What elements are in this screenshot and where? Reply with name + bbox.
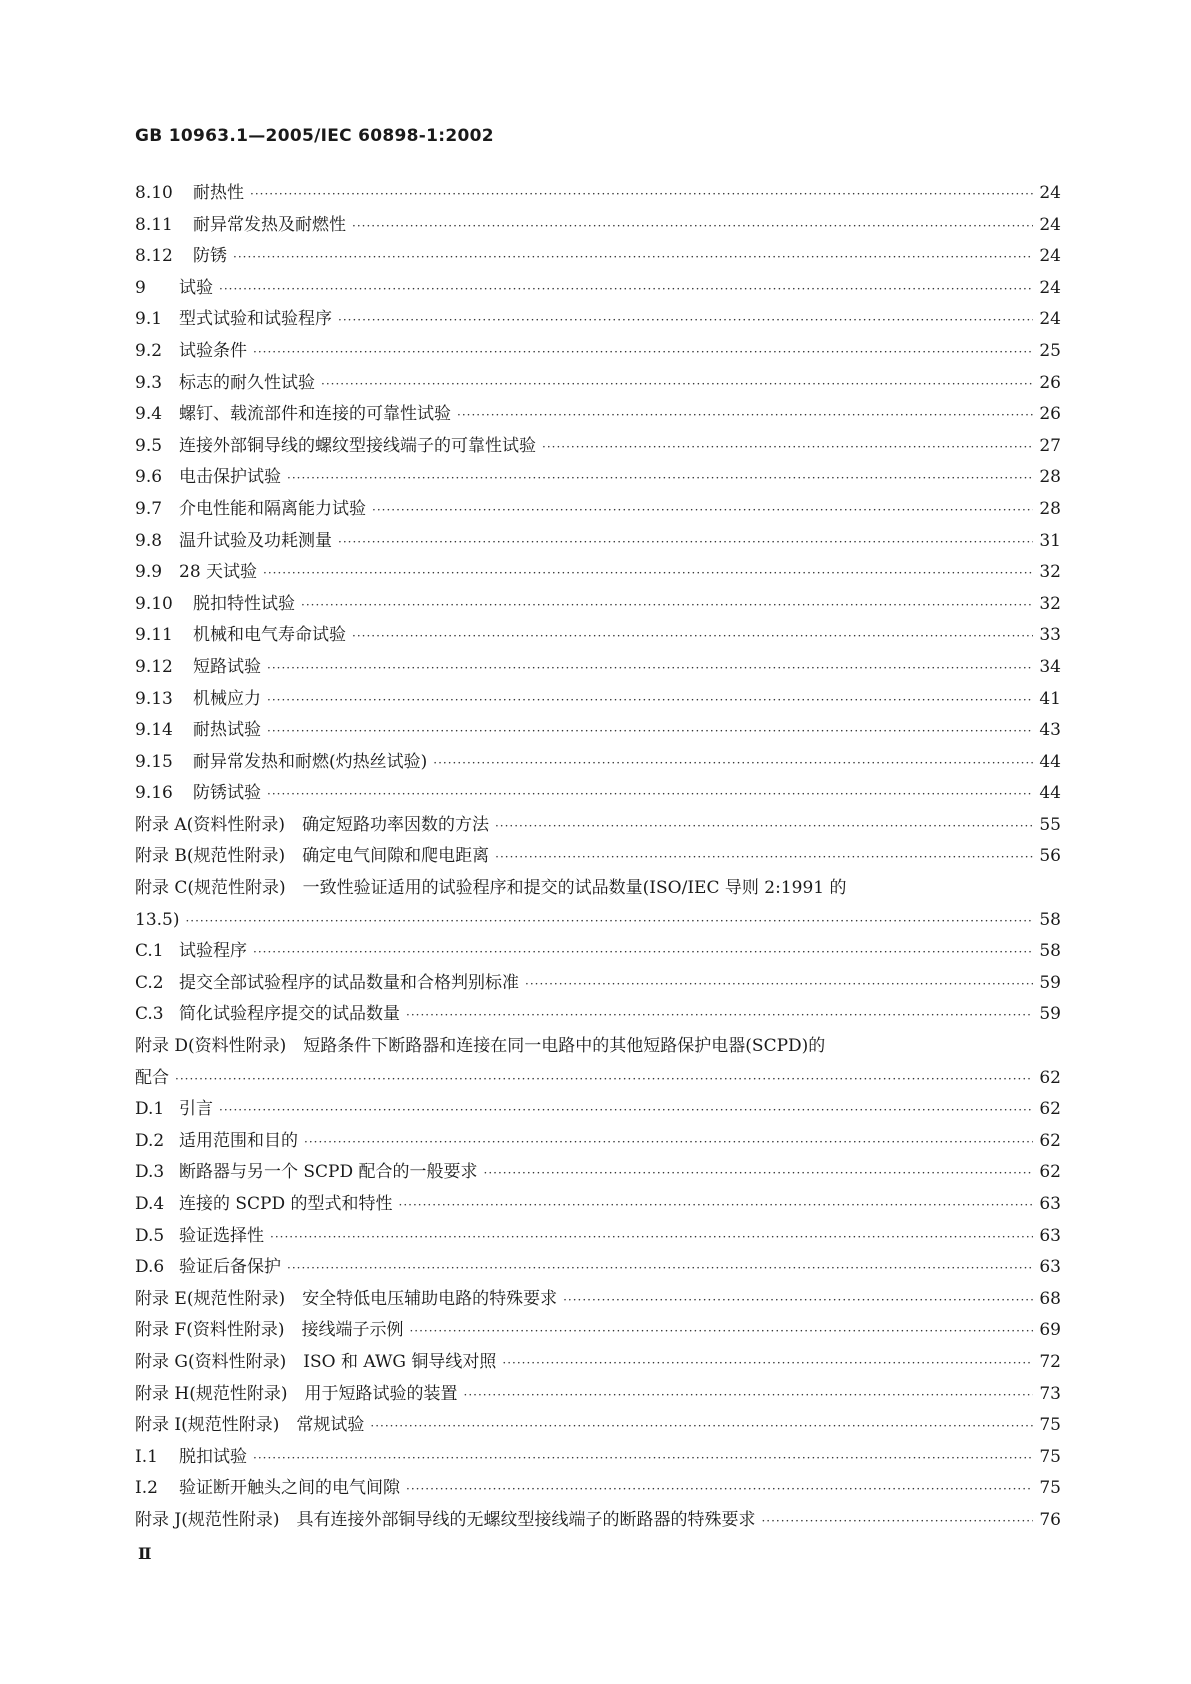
toc-entry-page: 25 [1039, 340, 1061, 361]
toc-entry-number: I.1 [135, 1446, 158, 1467]
toc-entry-page: 63 [1039, 1257, 1061, 1278]
toc-entry-title: 验证选择性 [179, 1225, 264, 1246]
dot-leader [267, 653, 1033, 685]
toc-entry[interactable] [135, 1221, 1061, 1253]
dot-leader [287, 1253, 1033, 1285]
toc-entry-number: 9 [135, 277, 146, 298]
dot-leader [263, 558, 1033, 590]
toc-entry[interactable] [135, 1347, 1061, 1379]
dot-leader [253, 1443, 1033, 1475]
dot-leader [409, 1316, 1033, 1348]
toc-entry-title: 附录 G(资料性附录) ISO 和 AWG 铜导线对照 [135, 1351, 497, 1372]
dot-leader [253, 337, 1033, 369]
toc-entry-page: 32 [1039, 593, 1061, 614]
toc-entry-line[interactable]: 附录 C(规范性附录) 一致性验证适用的试验程序和提交的试品数量(ISO/IEC 导则 2:1991 的 [135, 878, 847, 899]
toc-entry-title: 附录 H(规范性附录) 用于短路试验的装置 [135, 1383, 458, 1404]
toc-entry-title: 验证断开触头之间的电气间隙 [179, 1478, 400, 1499]
toc-entry-page: 44 [1039, 783, 1061, 804]
dot-leader [301, 590, 1033, 622]
dot-leader [219, 1095, 1033, 1127]
dot-leader [542, 432, 1033, 464]
toc-entry[interactable] [135, 178, 1061, 210]
toc-entry-page: 68 [1039, 1288, 1061, 1309]
toc-entry-page: 58 [1039, 941, 1061, 962]
dot-leader [352, 621, 1033, 653]
dot-leader [267, 685, 1033, 717]
toc-entry-title: 脱扣特性试验 [193, 593, 295, 614]
toc-entry[interactable] [135, 1189, 1061, 1221]
toc-entry-page: 59 [1039, 1004, 1061, 1025]
toc-entry-page: 56 [1039, 846, 1061, 867]
toc-entry-number: D.6 [135, 1257, 165, 1278]
toc-entry[interactable] [135, 620, 1061, 652]
toc-entry-page: 62 [1039, 1130, 1061, 1151]
toc-entry[interactable] [135, 1505, 1061, 1537]
toc-entry-title: 防锈试验 [193, 783, 261, 804]
toc-entry-title: 断路器与另一个 SCPD 配合的一般要求 [179, 1162, 478, 1183]
toc-entry-page: 62 [1039, 1067, 1061, 1088]
toc-entry-title: 防锈 [193, 246, 227, 267]
dot-leader [457, 400, 1033, 432]
dot-leader [338, 305, 1033, 337]
toc-entry[interactable] [135, 462, 1061, 494]
toc-entry-number: D.1 [135, 1099, 165, 1120]
toc-entry-number: 9.13 [135, 688, 173, 709]
toc-entry-title: 试验条件 [179, 340, 247, 361]
toc-entry-page: 55 [1039, 814, 1061, 835]
toc-entry-title: 引言 [179, 1099, 213, 1120]
toc-entry[interactable] [135, 368, 1061, 400]
toc-entry-number: 9.7 [135, 498, 163, 519]
toc-entry-title: 耐热性 [193, 183, 244, 203]
toc-entry-title: 电击保护试验 [179, 467, 281, 488]
toc-entry[interactable] [135, 526, 1061, 558]
toc-entry-title: 机械应力 [193, 688, 261, 709]
toc-entry-title: 附录 J(规范性附录) 具有连接外部铜导线的无螺纹型接线端子的断路器的特殊要求 [135, 1509, 756, 1530]
toc-entry-title: 28 天试验 [179, 562, 258, 583]
toc-entry-number: D.3 [135, 1162, 165, 1183]
toc-entry-number: I.2 [135, 1478, 158, 1499]
toc-entry-page: 24 [1039, 183, 1061, 203]
dot-leader [484, 1158, 1033, 1190]
toc-entry-page: 44 [1039, 751, 1061, 772]
toc-entry-title: 温升试验及功耗测量 [179, 530, 332, 551]
toc-entry-page: 24 [1039, 214, 1061, 235]
dot-leader [372, 495, 1033, 527]
toc-entry-number: 8.10 [135, 183, 173, 203]
toc-entry-title: 试验 [179, 277, 213, 298]
toc-entry[interactable] [135, 1284, 1061, 1316]
toc-entry-page: 58 [1039, 909, 1061, 930]
toc-entry-title: 耐异常发热及耐燃性 [193, 214, 346, 235]
toc-entry-number: 8.12 [135, 246, 173, 267]
dot-leader [304, 1127, 1033, 1159]
toc-entry-title: 适用范围和目的 [179, 1130, 298, 1151]
toc-entry-page: 75 [1039, 1446, 1061, 1467]
toc-entry[interactable] [135, 241, 1061, 273]
toc-entry-number: 9.11 [135, 625, 173, 646]
toc-entry[interactable] [135, 589, 1061, 621]
toc-entry-title: 连接的 SCPD 的型式和特性 [179, 1194, 393, 1214]
toc-entry-title: 螺钉、载流部件和连接的可靠性试验 [179, 404, 451, 425]
toc-entry[interactable] [135, 304, 1061, 336]
toc-entry-page: 24 [1039, 246, 1061, 267]
toc-entry[interactable] [135, 431, 1061, 463]
toc-entry-title: 附录 I(规范性附录) 常规试验 [135, 1415, 365, 1436]
toc-entry[interactable] [135, 968, 1061, 1000]
toc-entry-number: 8.11 [135, 214, 173, 235]
toc-entry-number: 9.9 [135, 562, 163, 583]
toc-entry[interactable] [135, 273, 1061, 305]
dot-leader [406, 1474, 1033, 1506]
toc-entry-number: 9.14 [135, 720, 173, 741]
toc-entry[interactable] [135, 936, 1061, 968]
toc-entry-number: 9.6 [135, 467, 163, 488]
dot-leader [233, 242, 1033, 274]
standard-header: GB 10963.1—2005/IEC 60898-1:2002 [135, 126, 494, 146]
toc-entry-page: 73 [1039, 1383, 1061, 1404]
toc-entry[interactable] [135, 1379, 1061, 1411]
toc-entry-page: 32 [1039, 562, 1061, 583]
toc-entry-number: 9.16 [135, 783, 173, 804]
dot-leader [338, 527, 1033, 559]
toc-entry[interactable] [135, 1315, 1061, 1347]
toc-entry-number: C.3 [135, 1004, 164, 1025]
toc-entry-number: 9.12 [135, 656, 173, 677]
dot-leader [270, 1222, 1033, 1254]
toc-entry-title: 附录 E(规范性附录) 安全特低电压辅助电路的特殊要求 [135, 1288, 558, 1309]
dot-leader [399, 1190, 1033, 1222]
toc-entry-number: D.5 [135, 1225, 165, 1246]
toc-entry[interactable] [135, 336, 1061, 368]
toc-entry-page: 72 [1039, 1351, 1061, 1372]
table-of-contents [135, 178, 1061, 1537]
toc-entry[interactable] [135, 1442, 1061, 1474]
toc-entry-number: 9.15 [135, 751, 173, 772]
toc-entry[interactable] [135, 715, 1061, 747]
dot-leader [267, 779, 1033, 811]
toc-entry-page: 76 [1039, 1509, 1061, 1530]
toc-entry[interactable] [135, 1410, 1061, 1442]
toc-entry-number: 9.1 [135, 309, 163, 330]
toc-entry-number: 9.2 [135, 340, 163, 361]
toc-entry-page: 59 [1039, 972, 1061, 993]
toc-entry-page: 75 [1039, 1478, 1061, 1499]
dot-leader [370, 1411, 1033, 1443]
toc-entry-page: 26 [1039, 372, 1061, 393]
toc-entry-title: 机械和电气寿命试验 [193, 625, 346, 646]
dot-leader [433, 748, 1033, 780]
dot-leader [761, 1506, 1033, 1538]
toc-entry-page: 24 [1039, 277, 1061, 298]
toc-entry[interactable] [135, 1252, 1061, 1284]
toc-entry-title: 附录 F(资料性附录) 接线端子示例 [135, 1320, 404, 1341]
toc-entry-page: 62 [1039, 1099, 1061, 1120]
toc-entry[interactable] [135, 1473, 1061, 1505]
toc-entry-title: 连接外部铜导线的螺纹型接线端子的可靠性试验 [179, 435, 536, 456]
dot-leader [287, 463, 1033, 495]
dot-leader [253, 937, 1033, 969]
toc-entry-page: 31 [1039, 530, 1061, 551]
toc-entry-page: 69 [1039, 1320, 1061, 1341]
dot-leader [219, 274, 1033, 306]
toc-entry-page: 63 [1039, 1225, 1061, 1246]
dot-leader [321, 369, 1033, 401]
dot-leader [406, 1000, 1033, 1032]
toc-entry-title: 配合 [135, 1067, 169, 1088]
toc-entry-number: C.2 [135, 972, 164, 993]
toc-entry-page: 75 [1039, 1415, 1061, 1436]
toc-entry-page: 24 [1039, 309, 1061, 330]
toc-entry-title: 耐异常发热和耐燃(灼热丝试验) [193, 751, 428, 772]
toc-entry[interactable] [135, 684, 1061, 716]
toc-entry-title: 脱扣试验 [179, 1446, 247, 1467]
toc-entry-title: 试验程序 [179, 941, 247, 962]
toc-entry-number: C.1 [135, 941, 164, 962]
toc-entry[interactable] [135, 652, 1061, 684]
toc-entry-number: 9.8 [135, 530, 163, 551]
dot-leader [495, 842, 1033, 874]
toc-entry-number: D.4 [135, 1194, 165, 1214]
toc-entry[interactable] [135, 210, 1061, 242]
toc-entry[interactable] [135, 747, 1061, 779]
toc-entry-title: 附录 A(资料性附录) 确定短路功率因数的方法 [135, 814, 489, 835]
page-number-footer: Ⅱ [138, 1544, 152, 1563]
toc-entry-page: 34 [1039, 656, 1061, 677]
dot-leader [267, 716, 1033, 748]
toc-entry-title: 型式试验和试验程序 [179, 309, 332, 330]
toc-entry[interactable] [135, 810, 1061, 842]
toc-entry-title: 标志的耐久性试验 [179, 372, 315, 393]
toc-entry-line[interactable]: 附录 D(资料性附录) 短路条件下断路器和连接在同一电路中的其他短路保护电器(SCPD)的 [135, 1036, 826, 1057]
toc-entry-page: 28 [1039, 498, 1061, 519]
toc-entry[interactable] [135, 494, 1061, 526]
dot-leader [502, 1348, 1033, 1380]
toc-entry[interactable] [135, 999, 1061, 1031]
dot-leader [250, 179, 1033, 211]
toc-entry-title: 附录 B(规范性附录) 确定电气间隙和爬电距离 [135, 846, 490, 867]
toc-entry-page: 43 [1039, 720, 1061, 741]
dot-leader [175, 1064, 1033, 1096]
toc-entry-page: 62 [1039, 1162, 1061, 1183]
toc-entry-title: 耐热试验 [193, 720, 261, 741]
toc-entry-page: 41 [1039, 688, 1061, 709]
dot-leader [495, 811, 1033, 843]
toc-entry[interactable] [135, 841, 1061, 873]
toc-entry[interactable] [135, 399, 1061, 431]
toc-entry-page: 27 [1039, 435, 1061, 456]
toc-entry-title: 提交全部试验程序的试品数量和合格判别标准 [179, 972, 519, 993]
dot-leader [185, 906, 1033, 938]
toc-entry-page: 33 [1039, 625, 1061, 646]
dot-leader [525, 969, 1033, 1001]
toc-entry[interactable] [135, 557, 1061, 589]
toc-entry-page: 63 [1039, 1194, 1061, 1214]
toc-entry-title: 验证后备保护 [179, 1257, 281, 1278]
dot-leader [563, 1285, 1033, 1317]
toc-entry[interactable] [135, 1094, 1061, 1126]
toc-entry[interactable] [135, 778, 1061, 810]
toc-entry-title: 简化试验程序提交的试品数量 [179, 1004, 400, 1025]
toc-entry-number: D.2 [135, 1130, 165, 1151]
toc-entry-title: 介电性能和隔离能力试验 [179, 498, 366, 519]
toc-entry-number: 9.5 [135, 435, 163, 456]
toc-entry-page: 28 [1039, 467, 1061, 488]
dot-leader [352, 211, 1033, 243]
toc-entry[interactable] [135, 905, 1061, 937]
toc-entry-title: 13.5) [135, 909, 180, 930]
toc-entry[interactable] [135, 1157, 1061, 1189]
toc-entry-number: 9.4 [135, 404, 163, 425]
toc-entry[interactable] [135, 1063, 1061, 1095]
toc-entry-title: 短路试验 [193, 656, 261, 677]
toc-entry-number: 9.3 [135, 372, 163, 393]
toc-entry[interactable] [135, 1126, 1061, 1158]
toc-entry-number: 9.10 [135, 593, 173, 614]
toc-entry-page: 26 [1039, 404, 1061, 425]
dot-leader [464, 1380, 1034, 1412]
